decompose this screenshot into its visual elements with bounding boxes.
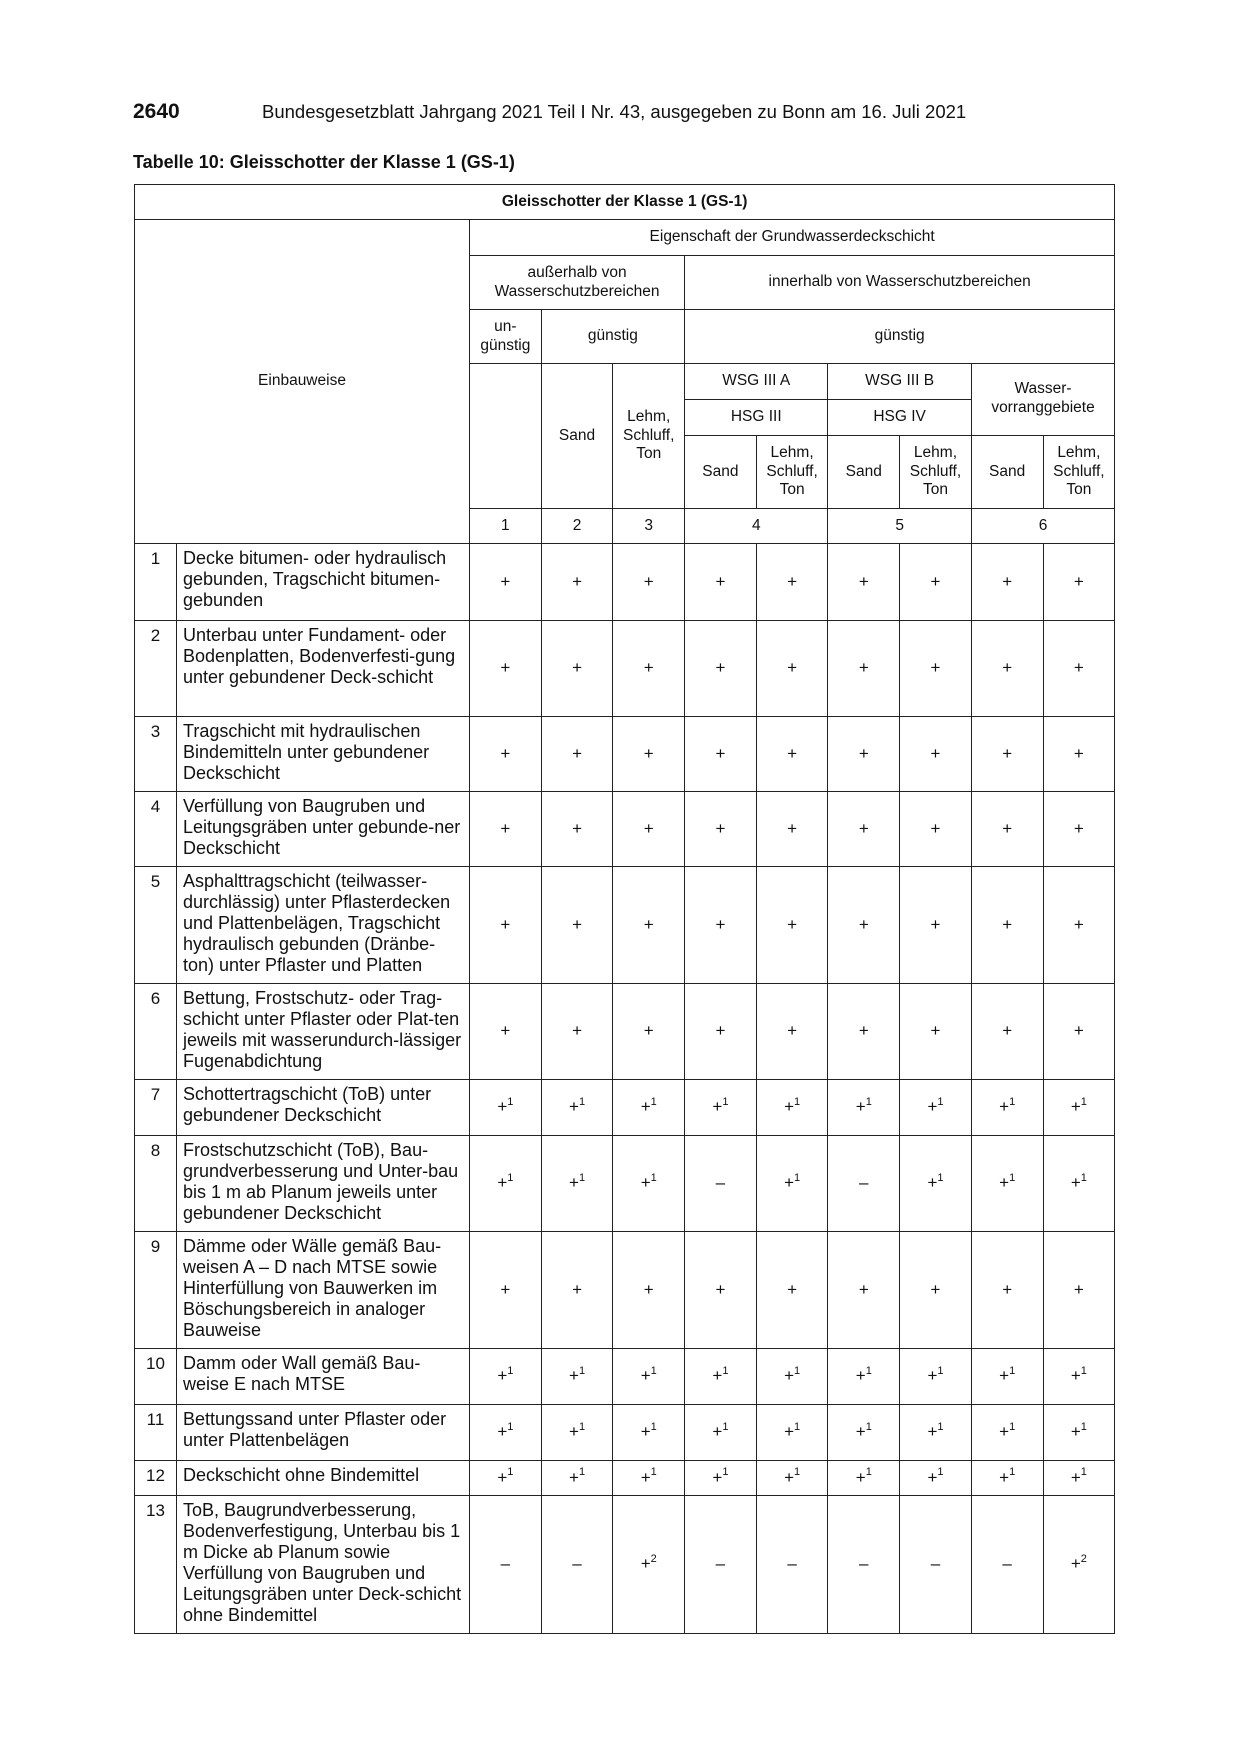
footnote-marker: 2 — [1080, 1552, 1087, 1565]
cell-value: + — [1043, 984, 1115, 1080]
cell-value: + — [756, 621, 828, 717]
cell-value: + — [971, 1232, 1043, 1349]
footnote-marker: 1 — [507, 1095, 514, 1108]
row-number: 5 — [135, 867, 177, 984]
footnote-marker: 1 — [937, 1420, 944, 1433]
cell-value: + — [685, 717, 757, 792]
row-description: Deckschicht ohne Bindemittel — [177, 1461, 470, 1496]
footnote-marker: 1 — [794, 1095, 801, 1108]
cell-value: + — [756, 792, 828, 867]
footnote-marker: 1 — [937, 1095, 944, 1108]
footnote-marker: 1 — [794, 1364, 801, 1377]
footnote-marker: 1 — [722, 1420, 729, 1433]
cell-value: +$^1$ — [685, 1461, 757, 1496]
table-row — [135, 1496, 1115, 1634]
row-description: ToB, Baugrundverbesserung, Bodenverfestigung, Unterbau bis 1 m Dicke ab Planum sowie Verfüllung von Baugruben und Leitungsgräben unter Deck-schicht ohne Bindemittel — [177, 1496, 470, 1634]
table-body — [135, 544, 1115, 1634]
footnote-marker: 1 — [507, 1466, 514, 1479]
cell-value: +$^1$ — [685, 1080, 757, 1136]
cell-value: + — [828, 544, 900, 621]
table-row — [135, 984, 1115, 1080]
footnote-marker: 1 — [722, 1466, 729, 1479]
cell-value: +$^1$ — [971, 1080, 1043, 1136]
cell-value: + — [756, 1232, 828, 1349]
row-number: 13 — [135, 1496, 177, 1634]
col-number: 6 — [971, 509, 1114, 544]
cell-value: + — [900, 792, 972, 867]
row-description: Schottertragschicht (ToB) unter gebundener Deckschicht — [177, 1080, 470, 1136]
footnote-marker: 1 — [865, 1466, 872, 1479]
cell-value: – — [828, 1496, 900, 1634]
table-row — [135, 792, 1115, 867]
cell-value: +$^1$ — [541, 1405, 613, 1461]
footnote-marker: 1 — [650, 1466, 657, 1479]
footnote-marker: 1 — [1080, 1095, 1087, 1108]
row-number: 3 — [135, 717, 177, 792]
footnote-marker: 1 — [794, 1420, 801, 1433]
cell-value: + — [541, 984, 613, 1080]
footnote-marker: 1 — [722, 1095, 729, 1108]
cell-value: + — [900, 984, 972, 1080]
cell-value: +$^1$ — [541, 1461, 613, 1496]
vorrang-header: Wasser-vorranggebiete — [971, 364, 1114, 436]
row-description: Asphalttragschicht (teilwasser-durchlässig) unter Pflasterdecken und Plattenbelägen, Tragschicht hydraulisch gebunden (Dränbe-ton) unter Pflaster und Platten — [177, 867, 470, 984]
cell-value: + — [1043, 792, 1115, 867]
cell-value: +$^1$ — [613, 1461, 685, 1496]
cell-value: +$^1$ — [470, 1349, 542, 1405]
cell-value: + — [541, 544, 613, 621]
cell-value: +$^1$ — [1043, 1461, 1115, 1496]
footnote-marker: 1 — [794, 1466, 801, 1479]
cell-value: +$^1$ — [971, 1405, 1043, 1461]
cell-value: +$^1$ — [1043, 1405, 1115, 1461]
table-title: Gleisschotter der Klasse 1 (GS-1) — [135, 185, 1115, 220]
cell-value: +$^1$ — [900, 1349, 972, 1405]
cell-value: + — [1043, 867, 1115, 984]
footnote-marker: 1 — [578, 1095, 586, 1108]
cell-value: +$^1$ — [900, 1136, 972, 1232]
cell-value: – — [685, 1496, 757, 1634]
cell-value: +$^1$ — [470, 1461, 542, 1496]
cell-value: +$^1$ — [900, 1405, 972, 1461]
cell-value: + — [900, 544, 972, 621]
cell-value: +$^1$ — [828, 1461, 900, 1496]
cell-value: + — [828, 621, 900, 717]
footnote-marker: 1 — [865, 1095, 872, 1108]
footnote-marker: 1 — [865, 1364, 872, 1377]
row-description: Verfüllung von Baugruben und Leitungsgräben unter gebunde-ner Deckschicht — [177, 792, 470, 867]
cell-value: + — [613, 1232, 685, 1349]
cell-value: +$^1$ — [900, 1080, 972, 1136]
row-description: Unterbau unter Fundament- oder Bodenplatten, Bodenverfesti-gung unter gebundener Deck-schicht — [177, 621, 470, 717]
cell-value: + — [1043, 621, 1115, 717]
footnote-marker: 1 — [722, 1364, 729, 1377]
cell-value: + — [828, 867, 900, 984]
cell-value: + — [828, 717, 900, 792]
footnote-marker: 1 — [650, 1171, 657, 1184]
cell-value: +$^1$ — [541, 1080, 613, 1136]
cell-value: + — [971, 984, 1043, 1080]
table-row — [135, 1232, 1115, 1349]
cell-value: + — [470, 717, 542, 792]
row-number: 8 — [135, 1136, 177, 1232]
stub-header: Einbauweise — [135, 220, 470, 544]
cell-value: +$^1$ — [828, 1349, 900, 1405]
footnote-marker: 1 — [1009, 1364, 1016, 1377]
cell-value: + — [685, 867, 757, 984]
footnote-marker: 1 — [1080, 1466, 1087, 1479]
cell-value: + — [756, 984, 828, 1080]
cell-value: + — [685, 984, 757, 1080]
row-description: Dämme oder Wälle gemäß Bau-weisen A – D nach MTSE sowie Hinterfüllung von Bauwerken im Böschungsbereich in analoger Bauweise — [177, 1232, 470, 1349]
cell-value: + — [685, 621, 757, 717]
cell-value: + — [685, 544, 757, 621]
row-description: Damm oder Wall gemäß Bau-weise E nach MTSE — [177, 1349, 470, 1405]
cell-value: – — [971, 1496, 1043, 1634]
cell-value: +$^1$ — [900, 1461, 972, 1496]
footnote-marker: 1 — [1009, 1466, 1016, 1479]
lehm-vorrang-header: Lehm, Schluff, Ton — [1043, 436, 1115, 509]
cell-value: +$^1$ — [971, 1136, 1043, 1232]
cell-value: + — [685, 792, 757, 867]
footnote-marker: 1 — [1080, 1364, 1087, 1377]
cell-value: + — [613, 867, 685, 984]
table-row — [135, 1349, 1115, 1405]
row-description: Bettungssand unter Pflaster oder unter Plattenbelägen — [177, 1405, 470, 1461]
table-row — [135, 867, 1115, 984]
footnote-marker: 1 — [650, 1364, 657, 1377]
footnote-marker: 1 — [578, 1171, 586, 1184]
sand-outside-header: Sand — [541, 364, 613, 509]
footnote-marker: 1 — [578, 1466, 586, 1479]
cell-value: + — [470, 621, 542, 717]
wsg3a-header: WSG III A — [685, 364, 828, 400]
footnote-marker: 1 — [1080, 1420, 1087, 1433]
table-row — [135, 1405, 1115, 1461]
col1-empty — [470, 364, 542, 509]
row-description: Bettung, Frostschutz- oder Trag-schicht unter Pflaster oder Plat-ten jeweils mit wasserundurch-lässiger Fugenabdichtung — [177, 984, 470, 1080]
lehm-wsg3a-header: Lehm, Schluff, Ton — [756, 436, 828, 509]
cell-value: +$^2$ — [1043, 1496, 1115, 1634]
cell-value: +$^2$ — [613, 1496, 685, 1634]
footnote-marker: 1 — [650, 1420, 657, 1433]
cell-value: +$^1$ — [613, 1349, 685, 1405]
outside-header: außerhalb von Wasserschutzbereichen — [470, 256, 685, 310]
row-number: 11 — [135, 1405, 177, 1461]
cell-value: + — [971, 544, 1043, 621]
row-number: 4 — [135, 792, 177, 867]
row-description: Decke bitumen- oder hydraulisch gebunden, Tragschicht bitumen-gebunden — [177, 544, 470, 621]
cell-value: + — [900, 1232, 972, 1349]
cell-value: +$^1$ — [470, 1405, 542, 1461]
row-number: 6 — [135, 984, 177, 1080]
footnote-marker: 1 — [578, 1420, 586, 1433]
footnote-marker: 1 — [1009, 1171, 1016, 1184]
cell-value: +$^1$ — [613, 1405, 685, 1461]
cell-value: – — [541, 1496, 613, 1634]
cell-value: + — [971, 717, 1043, 792]
cell-value: + — [541, 867, 613, 984]
cell-value: +$^1$ — [971, 1349, 1043, 1405]
cell-value: + — [470, 867, 542, 984]
hsg4-header: HSG IV — [828, 400, 971, 436]
footnote-marker: 1 — [1009, 1095, 1016, 1108]
cell-value: +$^1$ — [541, 1349, 613, 1405]
footnote-marker: 2 — [650, 1552, 657, 1565]
cell-value: – — [900, 1496, 972, 1634]
table-row — [135, 1080, 1115, 1136]
footnote-marker: 1 — [507, 1171, 514, 1184]
cell-value: +$^1$ — [470, 1136, 542, 1232]
cell-value: + — [828, 984, 900, 1080]
table-row — [135, 621, 1115, 717]
cell-value: + — [900, 621, 972, 717]
sand-wsg3b-header: Sand — [828, 436, 900, 509]
cell-value: + — [756, 717, 828, 792]
cell-value: + — [470, 984, 542, 1080]
cell-value: +$^1$ — [1043, 1349, 1115, 1405]
cell-value: +$^1$ — [685, 1349, 757, 1405]
cell-value: +$^1$ — [685, 1405, 757, 1461]
cell-value: +$^1$ — [828, 1080, 900, 1136]
unguenstig-header: un-günstig — [470, 310, 542, 364]
sand-wsg3a-header: Sand — [685, 436, 757, 509]
wsg3b-header: WSG III B — [828, 364, 971, 400]
cell-value: + — [756, 867, 828, 984]
cell-value: + — [828, 792, 900, 867]
footnote-marker: 1 — [507, 1420, 514, 1433]
hsg3-header: HSG III — [685, 400, 828, 436]
cell-value: + — [613, 984, 685, 1080]
cell-value: + — [971, 867, 1043, 984]
cell-value: +$^1$ — [1043, 1136, 1115, 1232]
running-head: Bundesgesetzblatt Jahrgang 2021 Teil I Nr. 43, ausgegeben zu Bonn am 16. Juli 2021 — [262, 101, 967, 122]
cell-value: +$^1$ — [756, 1080, 828, 1136]
footnote-marker: 1 — [865, 1420, 872, 1433]
cell-value: + — [613, 717, 685, 792]
cell-value: – — [685, 1136, 757, 1232]
cell-value: + — [1043, 1232, 1115, 1349]
cell-value: +$^1$ — [613, 1136, 685, 1232]
guenstig-outside-header: günstig — [541, 310, 684, 364]
row-description: Frostschutzschicht (ToB), Bau-grundverbesserung und Unter-bau bis 1 m ab Planum jeweils unter gebundener Deckschicht — [177, 1136, 470, 1232]
cell-value: +$^1$ — [756, 1461, 828, 1496]
cell-value: – — [756, 1496, 828, 1634]
cell-value: + — [541, 792, 613, 867]
footnote-marker: 1 — [794, 1171, 801, 1184]
cell-value: +$^1$ — [470, 1080, 542, 1136]
footnote-marker: 1 — [578, 1364, 586, 1377]
cell-value: – — [470, 1496, 542, 1634]
cell-value: +$^1$ — [971, 1461, 1043, 1496]
cell-value: + — [900, 717, 972, 792]
table-row — [135, 1136, 1115, 1232]
cell-value: +$^1$ — [756, 1349, 828, 1405]
cell-value: + — [613, 792, 685, 867]
cell-value: + — [541, 717, 613, 792]
row-number: 1 — [135, 544, 177, 621]
footnote-marker: 1 — [937, 1364, 944, 1377]
cell-value: + — [756, 544, 828, 621]
footnote-marker: 1 — [1009, 1420, 1016, 1433]
table-row — [135, 1461, 1115, 1496]
property-header: Eigenschaft der Grundwasserdeckschicht — [470, 220, 1115, 256]
cell-value: +$^1$ — [1043, 1080, 1115, 1136]
cell-value: + — [1043, 717, 1115, 792]
cell-value: + — [685, 1232, 757, 1349]
cell-value: + — [613, 621, 685, 717]
cell-value: + — [470, 792, 542, 867]
col-number: 1 — [470, 509, 542, 544]
footnote-marker: 1 — [507, 1364, 514, 1377]
classification-table — [134, 184, 1115, 1634]
cell-value: + — [470, 1232, 542, 1349]
cell-value: – — [828, 1136, 900, 1232]
lehm-outside-header: Lehm, Schluff, Ton — [613, 364, 685, 509]
cell-value: +$^1$ — [828, 1405, 900, 1461]
footnote-marker: 1 — [650, 1095, 657, 1108]
table-caption: Tabelle 10: Gleisschotter der Klasse 1 (GS-1) — [133, 152, 515, 172]
footnote-marker: 1 — [1080, 1171, 1087, 1184]
col-number: 4 — [685, 509, 828, 544]
cell-value: +$^1$ — [541, 1136, 613, 1232]
row-number: 12 — [135, 1461, 177, 1496]
cell-value: +$^1$ — [756, 1405, 828, 1461]
page-number: 2640 — [133, 100, 180, 123]
row-number: 10 — [135, 1349, 177, 1405]
cell-value: + — [1043, 544, 1115, 621]
cell-value: + — [470, 544, 542, 621]
table-row — [135, 717, 1115, 792]
cell-value: +$^1$ — [756, 1136, 828, 1232]
inside-header: innerhalb von Wasserschutzbereichen — [685, 256, 1115, 310]
cell-value: + — [613, 544, 685, 621]
guenstig-inside-header: günstig — [685, 310, 1115, 364]
cell-value: +$^1$ — [613, 1080, 685, 1136]
row-number: 7 — [135, 1080, 177, 1136]
cell-value: + — [900, 867, 972, 984]
col-number: 3 — [613, 509, 685, 544]
sand-vorrang-header: Sand — [971, 436, 1043, 509]
table-row — [135, 544, 1115, 621]
col-number: 2 — [541, 509, 613, 544]
footnote-marker: 1 — [937, 1466, 944, 1479]
row-description: Tragschicht mit hydraulischen Bindemitteln unter gebundener Deckschicht — [177, 717, 470, 792]
cell-value: + — [541, 621, 613, 717]
col-number: 5 — [828, 509, 971, 544]
row-number: 9 — [135, 1232, 177, 1349]
row-number: 2 — [135, 621, 177, 717]
page-header — [133, 100, 1113, 130]
cell-value: + — [828, 1232, 900, 1349]
cell-value: + — [541, 1232, 613, 1349]
cell-value: + — [971, 621, 1043, 717]
cell-value: + — [971, 792, 1043, 867]
footnote-marker: 1 — [937, 1171, 944, 1184]
lehm-wsg3b-header: Lehm, Schluff, Ton — [900, 436, 972, 509]
